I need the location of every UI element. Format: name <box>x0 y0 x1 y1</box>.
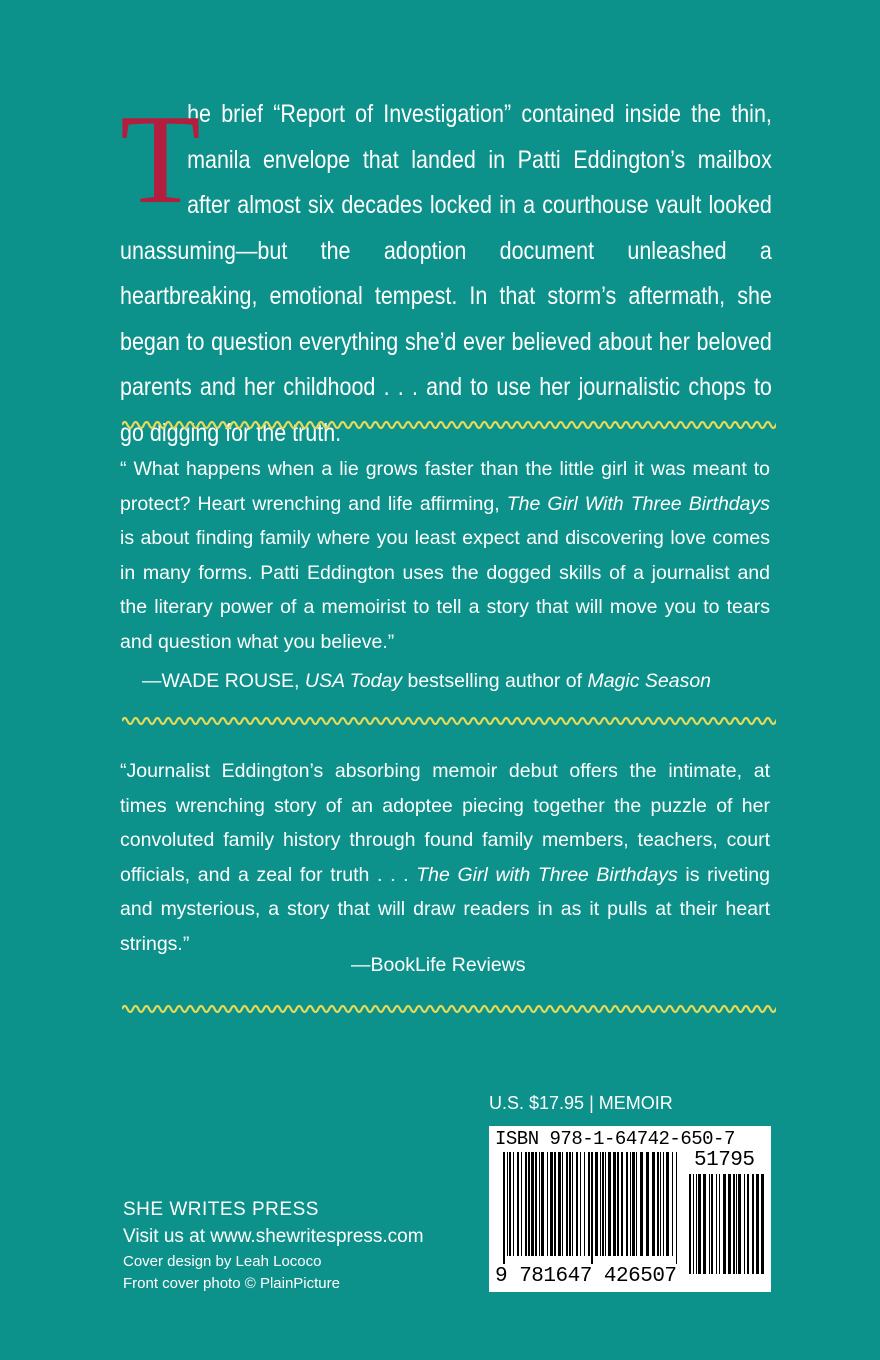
barcode-bar <box>584 1152 585 1256</box>
barcode-bar <box>528 1152 530 1256</box>
barcode-bar <box>558 1152 561 1256</box>
barcode-bar <box>709 1174 710 1274</box>
review-quote-2: “Journalist Eddington’s absorbing memoir debut offers the intimate, at times wrenching story of an adoptee piecing together the puzzle of her convoluted family history through found family members, teachers, court officials, and a zeal for truth . . . The Girl with Three Birthdays is riveting and mysterious, a story that will draw readers in as it pulls at their heart strings.” <box>120 760 770 955</box>
barcode-bar <box>595 1152 598 1256</box>
barcode-bar <box>531 1152 534 1256</box>
publisher-name: SHE WRITES PRESS <box>123 1199 319 1220</box>
barcode-bar <box>696 1174 697 1274</box>
barcode-bar <box>728 1174 731 1274</box>
publisher-website: Visit us at www.shewritespress.com <box>123 1226 424 1247</box>
barcode-bar <box>509 1152 511 1256</box>
barcode-bar <box>698 1174 701 1274</box>
barcode-bar <box>562 1152 563 1256</box>
photo-credit: Front cover photo © PlainPicture <box>123 1275 340 1292</box>
barcode-bar <box>744 1174 745 1274</box>
review-attribution-2: —BookLife Reviews <box>351 954 526 976</box>
barcode-bar <box>600 1152 601 1256</box>
barcode-bar <box>672 1152 673 1256</box>
cover-design-credit: Cover design by Leah Lococo <box>123 1253 322 1270</box>
barcode-bar <box>761 1174 764 1274</box>
wave-divider-3 <box>122 1002 776 1016</box>
barcode-bar <box>736 1174 737 1274</box>
barcode-bar <box>693 1174 694 1274</box>
barcode-bar <box>539 1152 540 1256</box>
barcode-bar <box>613 1152 616 1256</box>
barcode-bar <box>535 1152 537 1256</box>
drop-cap: T <box>120 88 201 230</box>
barcode-bar <box>716 1174 717 1274</box>
blurb-text: he brief “Report of Investigation” contained inside the thin, manila envelope that landed in Patti Eddington’s mailbox after almost six decades locked in a courthouse vault looked unassuming—but the adoption document unleashed a heartbreaking, emotional tempest. In that storm’s aftermath, she began to question everything she’d ever believed about her beloved parents and her childhood . . . and to use her journalistic chops to go digging for the truth. <box>120 100 772 447</box>
supplement-code: 51795 <box>694 1149 755 1172</box>
barcode-bar <box>507 1152 508 1256</box>
barcode-bar <box>566 1152 568 1256</box>
barcode-bar <box>676 1152 677 1264</box>
barcode-bar <box>521 1152 522 1256</box>
barcode-bar <box>663 1152 664 1256</box>
barcode-bar <box>719 1174 720 1274</box>
barcode-bars <box>503 1152 681 1264</box>
wave-divider-2 <box>122 714 776 728</box>
barcode-bar <box>756 1174 759 1274</box>
barcode-bar <box>576 1152 578 1256</box>
barcode-bar <box>666 1152 669 1256</box>
isbn-label: ISBN 978-1-64742-650-7 <box>495 1128 735 1150</box>
barcode-bar <box>630 1152 631 1256</box>
review-attribution-1: —WADE ROUSE, USA Today bestselling author of Magic Season <box>142 670 712 692</box>
barcode-bar <box>569 1152 571 1256</box>
barcode-bar <box>632 1152 635 1256</box>
barcode-bar <box>525 1152 527 1256</box>
supplement-bars <box>689 1174 765 1282</box>
barcode-bar <box>517 1152 519 1256</box>
barcode-bar <box>621 1152 623 1256</box>
barcode-bar <box>723 1174 726 1274</box>
review-quote-1: “ What happens when a lie grows faster than the little girl it was meant to protect? Heart wrenching and life affirming, The Girl With Three Birthdays is about finding family where you least expect and discovering love comes in many forms. Patti Eddington uses the dogged skills of a journalist and the literary power of a memoirist to tell a story that will move you to tears and question what you believe.” <box>120 458 770 653</box>
barcode-bar <box>513 1152 514 1256</box>
barcode-bar <box>541 1152 544 1256</box>
barcode-bar <box>733 1174 735 1274</box>
barcode-bar <box>580 1152 581 1256</box>
barcode-bar <box>503 1152 505 1264</box>
barcode-bar <box>608 1152 611 1256</box>
book-title: The Girl with Three Birthdays <box>416 863 678 886</box>
barcode-bar <box>703 1174 706 1274</box>
price-genre: U.S. $17.95 | MEMOIR <box>489 1093 673 1113</box>
barcode-bar <box>636 1152 637 1256</box>
book-title: The Girl With Three Birthdays <box>506 492 770 515</box>
barcode-bar <box>626 1152 628 1256</box>
barcode-bar <box>652 1152 655 1256</box>
barcode-bar <box>640 1152 643 1256</box>
isbn-barcode <box>489 1126 771 1292</box>
wave-divider-1 <box>122 418 776 432</box>
ean-digits: 9 781647 426507 <box>495 1265 677 1288</box>
barcode-bar <box>605 1152 606 1256</box>
barcode-bar <box>602 1152 604 1256</box>
barcode-bar <box>711 1174 713 1274</box>
barcode-bar <box>738 1174 741 1274</box>
barcode-bar <box>554 1152 556 1256</box>
barcode-bar <box>747 1174 749 1274</box>
barcode-bar <box>547 1152 548 1256</box>
description-blurb <box>120 88 772 456</box>
barcode-bar <box>591 1152 593 1264</box>
barcode-bar <box>689 1174 691 1274</box>
barcode-bar <box>588 1152 590 1256</box>
barcode-bar <box>550 1152 553 1256</box>
barcode-bar <box>660 1152 661 1256</box>
barcode-bar <box>617 1152 619 1256</box>
barcode-bar <box>646 1152 649 1256</box>
barcode-bar <box>572 1152 573 1256</box>
barcode-bar <box>752 1174 754 1274</box>
barcode-bar <box>657 1152 659 1256</box>
